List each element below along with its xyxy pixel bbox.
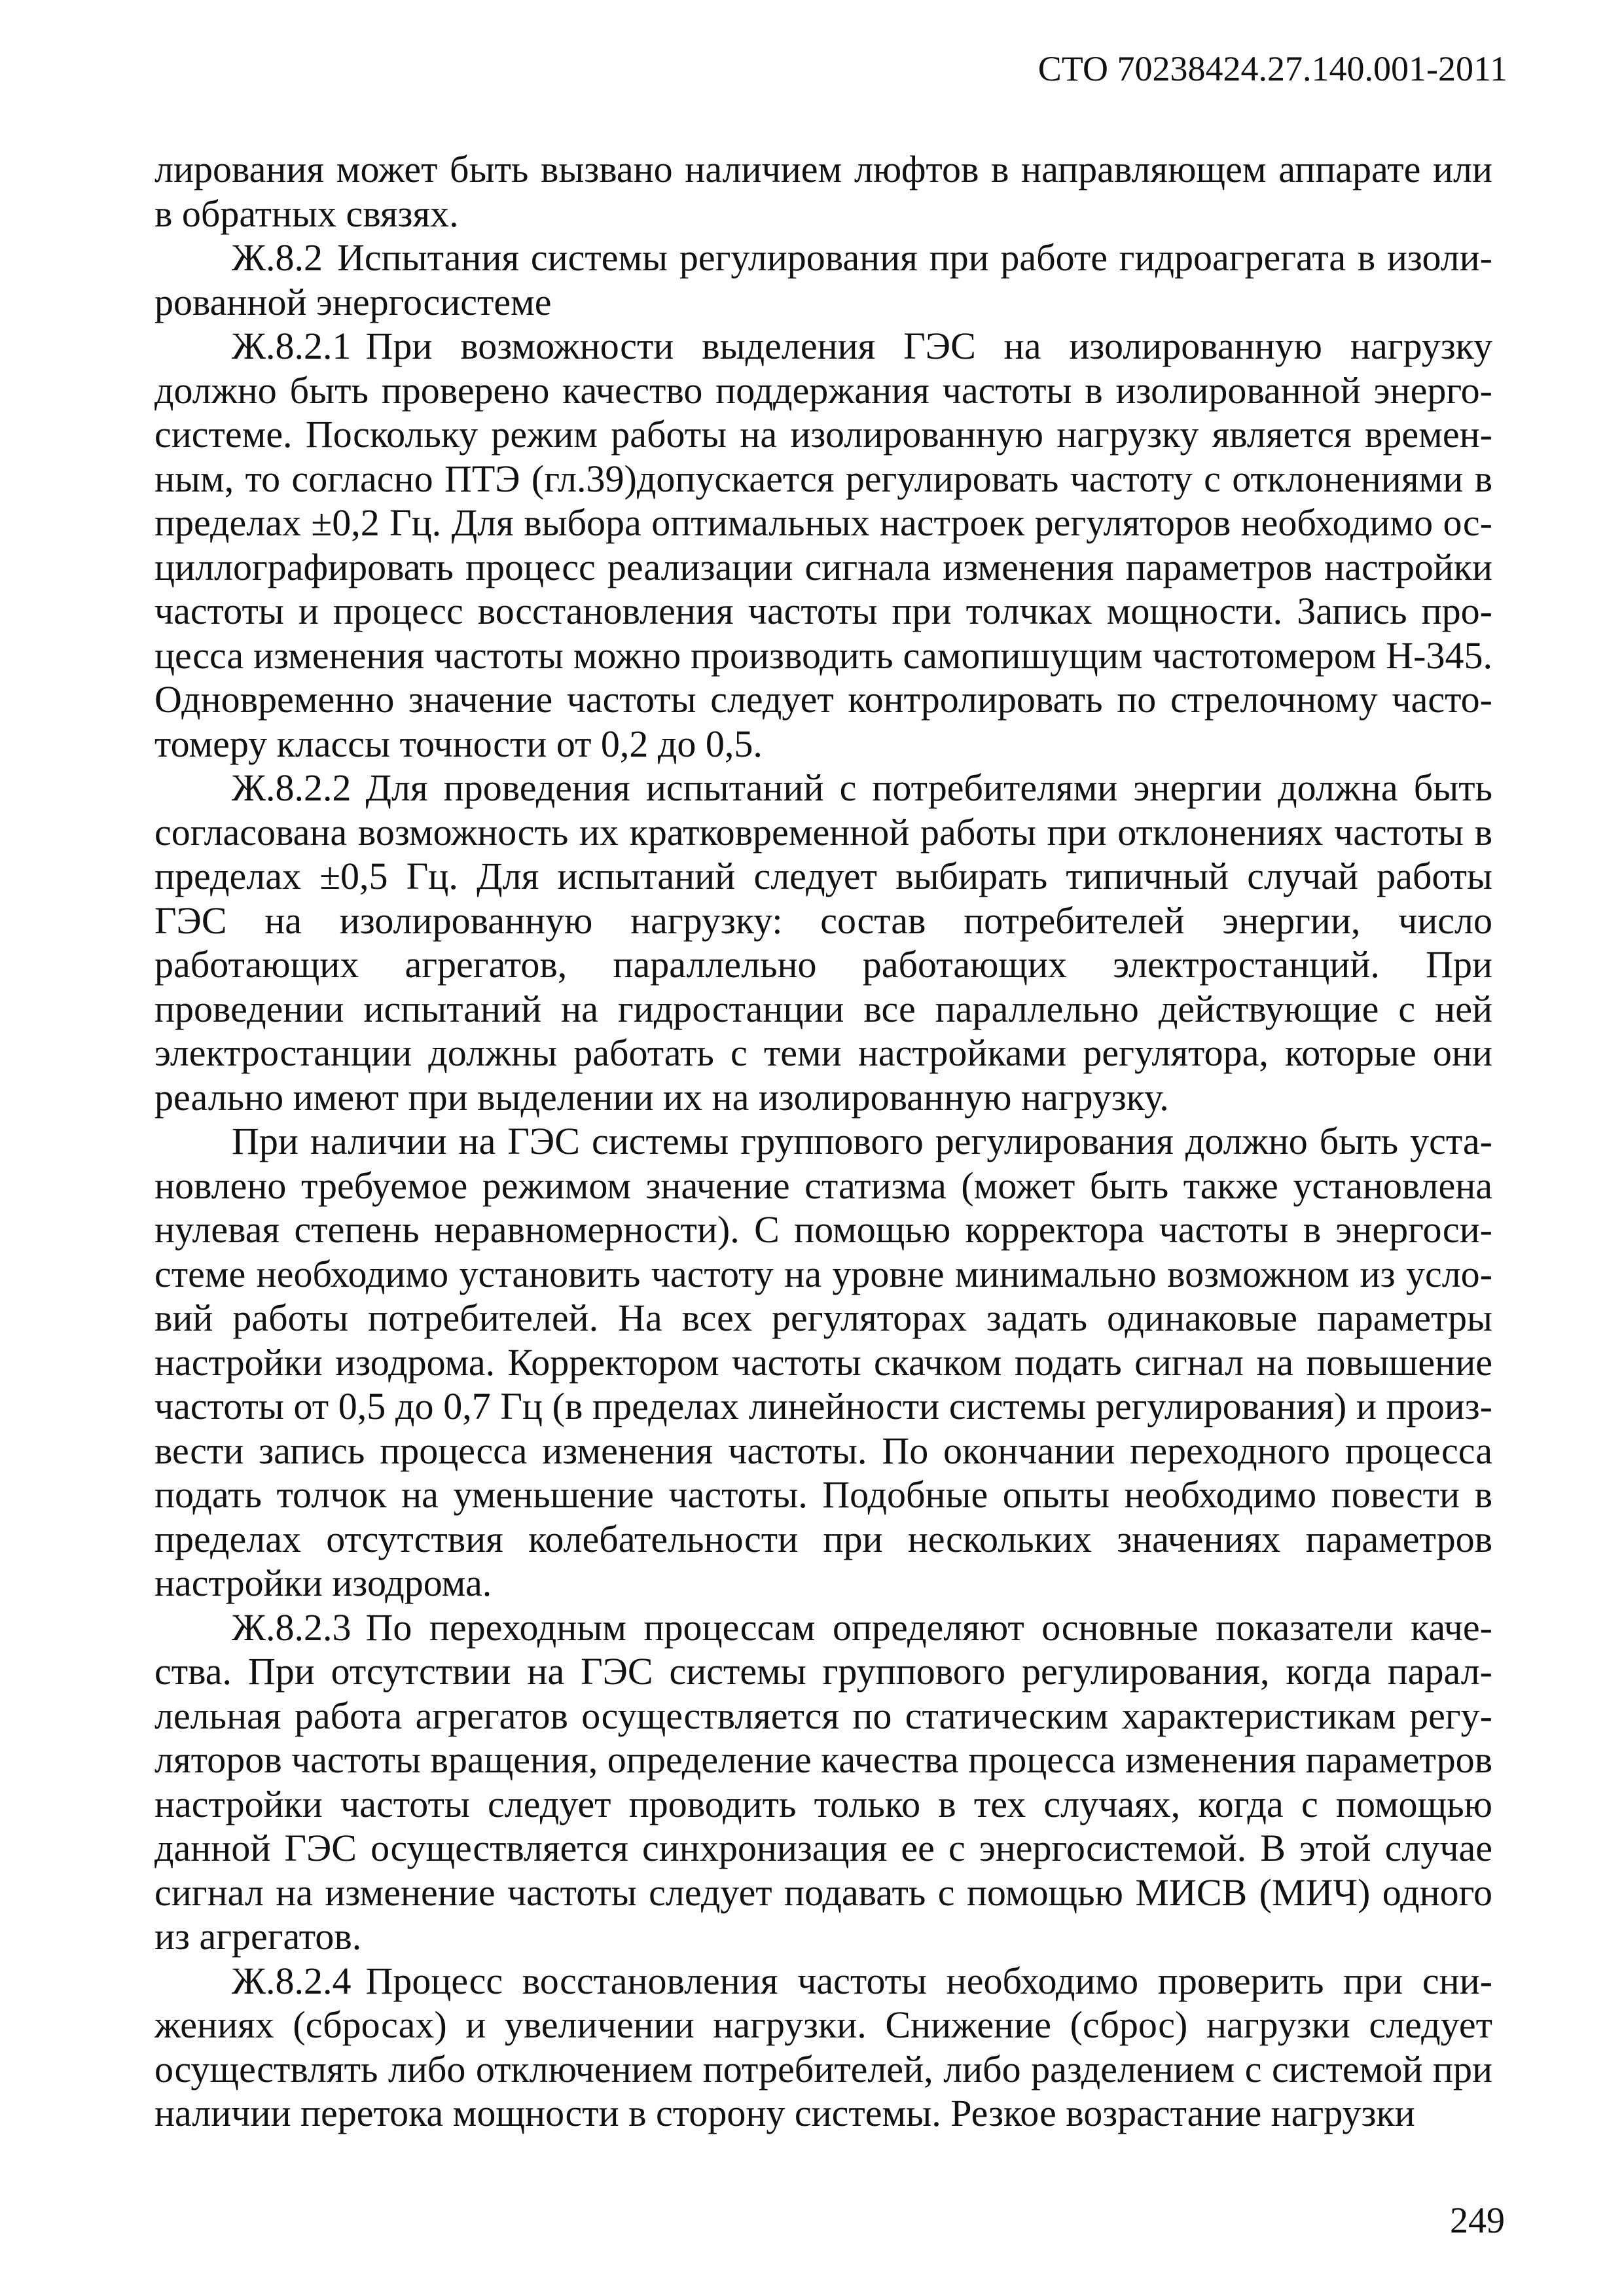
paragraph-section-heading [154,236,1492,324]
paragraph-continuation [154,147,1492,236]
paragraph-text: лирования может быть вызвано наличием люфтов в направляющем аппарате или в обратных связях. [154,148,1492,235]
paragraph-text: При возможности выделения ГЭС на изолированную нагрузку должно быть проверено качество поддержания частоты в изолированной энергосистеме. Поскольку режим работы на изолированную нагрузку является временным, то согласно ПТЭ (гл.39)допускается регулировать частоту с отклонениями в пределах ±0,2 Гц. Для выбора оптимальных настроек регуляторов необходимо осциллографировать процесс реализации сигнала изменения параметров настройки частоты и процесс восстановления частоты при толчках мощности. Запись процесса изменения частоты можно производить самопишущим частотомером Н-345. Одновременно значение частоты следует контролировать по стрелочному частотомеру классы точности от 0,2 до 0,5. [154,325,1492,765]
section-number: Ж.8.2.1 [232,325,352,367]
section-number: Ж.8.2.3 [232,1605,352,1649]
paragraph-item [154,324,1492,766]
paragraph-text: При наличии на ГЭС системы группового регулирования должно быть установлено требуемое режимом значение статизма (может быть также установлена нулевая степень неравномерности). С помощью корректора частоты в энергосистеме необходимо установить частоту на уровне минимально возможном из условий работы потребителей. На всех регуляторах задать одинаковые параметры настройки изодрома. Корректором частоты скачком подать сигнал на повышение частоты от 0,5 до 0,7 Гц (в пределах линейности системы регулирования) и произвести запись процесса изменения частоты. По окончании переходного процесса подать толчок на уменьшение частоты. Подобные опыты необходимо повести в пределах отсутствия колебательности при нескольких значениях параметров настройки изодрома. [154,1120,1492,1604]
paragraph-text: По переходным процессам определяют основные показатели качества. При отсутствии на ГЭС системы группового регулирования, когда параллельная работа агрегатов осуществляется по статическим характеристикам регуляторов частоты вращения, определение качества процесса изменения параметров настройки частоты следует проводить только в тех случаях, когда с помощью данной ГЭС осуществляется синхронизация ее с энергосистемой. В этой случае сигнал на изменение частоты следует подавать с помощью МИСВ (МИЧ) одного из агрегатов. [154,1605,1492,1958]
document-code-header: СТО 70238424.27.140.001-2011 [1038,49,1507,88]
paragraph-text: Процесс восстановления частоты необходимо проверить при снижениях (сбросах) и увеличении нагрузки. Снижение (сброс) нагрузки следует осуществлять либо отключением потребителей, либо разделением с системой при наличии перетока мощности в сторону системы. Резкое возрастание нагрузки [154,1959,1492,2134]
page-number: 249 [1450,2200,1505,2241]
paragraph-item [154,1959,1492,2136]
section-number: Ж.8.2.2 [232,766,352,809]
paragraph-item [154,1605,1492,1959]
section-title: Испытания системы регулирования при работе гидроагрегата в изолированной энергосистеме [154,236,1492,323]
paragraph-plain [154,1119,1492,1605]
document-body [154,147,1492,2136]
paragraph-text: Для проведения испытаний с потребителями энергии должна быть согласована возможность их кратковременной работы при отклонениях частоты в пределах ±0,5 Гц. Для испытаний следует выбирать типичный случай работы ГЭС на изолированную нагрузку: состав потребителей энергии, число работающих агрегатов, параллельно работающих электростанций. При проведении испытаний на гидростанции все параллельно действующие с ней электростанции должны работать с теми настройками регулятора, которые они реально имеют при выделении их на изолированную нагрузку. [154,766,1492,1119]
section-number: Ж.8.2.4 [232,1959,352,2002]
section-number: Ж.8.2 [232,236,323,279]
paragraph-item [154,766,1492,1119]
